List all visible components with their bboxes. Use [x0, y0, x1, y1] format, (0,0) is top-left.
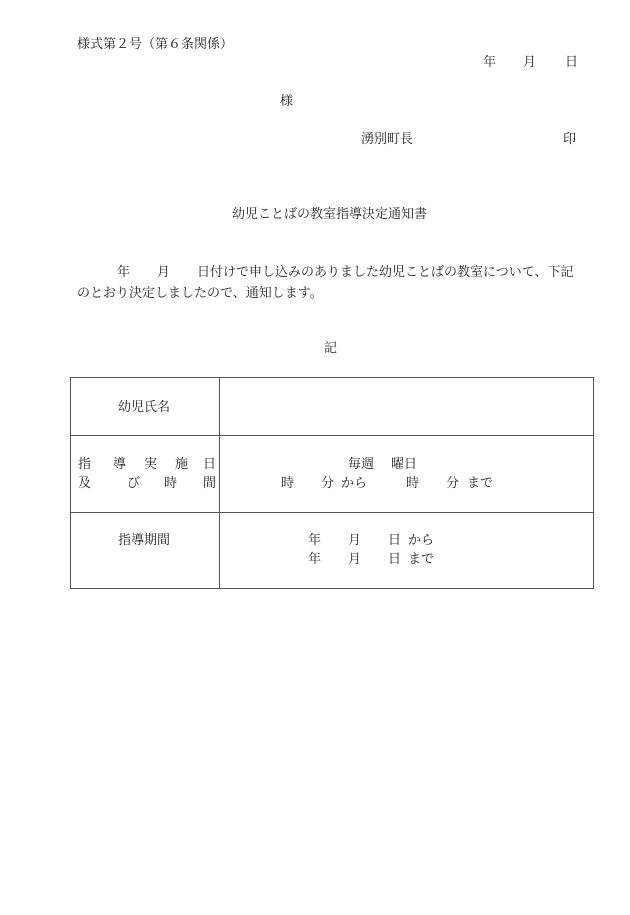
ki-heading: 記: [324, 341, 338, 356]
label-char: び: [127, 476, 141, 491]
weekday-text: 曜日: [391, 457, 418, 472]
end-hour: 時: [406, 476, 420, 491]
until-text: まで: [467, 476, 494, 491]
body-line2: のとおり決定しましたので、通知します。: [77, 286, 323, 301]
addressee-suffix: 様: [280, 94, 294, 109]
seal-mark: 印: [563, 132, 577, 147]
date-year: 年: [483, 55, 497, 70]
period-until: まで: [408, 552, 435, 567]
document-title: 幼児ことばの教室指導決定通知書: [232, 207, 428, 222]
period-start-month: 月: [348, 533, 362, 548]
start-minute: 分: [321, 476, 335, 491]
period-end-day: 日: [388, 552, 402, 567]
period-start-day: 日: [388, 533, 402, 548]
row-divider: [71, 435, 593, 436]
weekly-text: 毎週: [348, 457, 375, 472]
label-char: 施: [175, 457, 189, 472]
start-hour: 時: [281, 476, 295, 491]
label-char: 日: [203, 457, 217, 472]
label-char: 時: [164, 476, 178, 491]
label-char: 間: [203, 476, 217, 491]
form-number: 様式第２号（第６条関係）: [77, 37, 234, 52]
body-line1: 日付けで申し込みのありました幼児ことばの教室について、下記: [197, 265, 574, 280]
from-text: から: [341, 476, 368, 491]
label-char: 実: [144, 457, 158, 472]
label-char: 指: [78, 457, 92, 472]
decision-table: [70, 377, 594, 589]
issuer: 湧別町長: [361, 132, 414, 147]
child-name-label: 幼児氏名: [118, 400, 171, 415]
end-minute: 分: [446, 476, 460, 491]
period-end-year: 年: [308, 552, 322, 567]
body-month: 月: [157, 265, 171, 280]
period-from: から: [408, 533, 435, 548]
body-year: 年: [117, 265, 131, 280]
row-divider: [71, 512, 593, 513]
column-divider: [219, 378, 220, 588]
date-month: 月: [523, 55, 537, 70]
label-char: 及: [78, 476, 92, 491]
period-end-month: 月: [348, 552, 362, 567]
date-day: 日: [565, 55, 579, 70]
period-start-year: 年: [308, 533, 322, 548]
label-char: 導: [113, 457, 127, 472]
period-label: 指導期間: [118, 533, 171, 548]
